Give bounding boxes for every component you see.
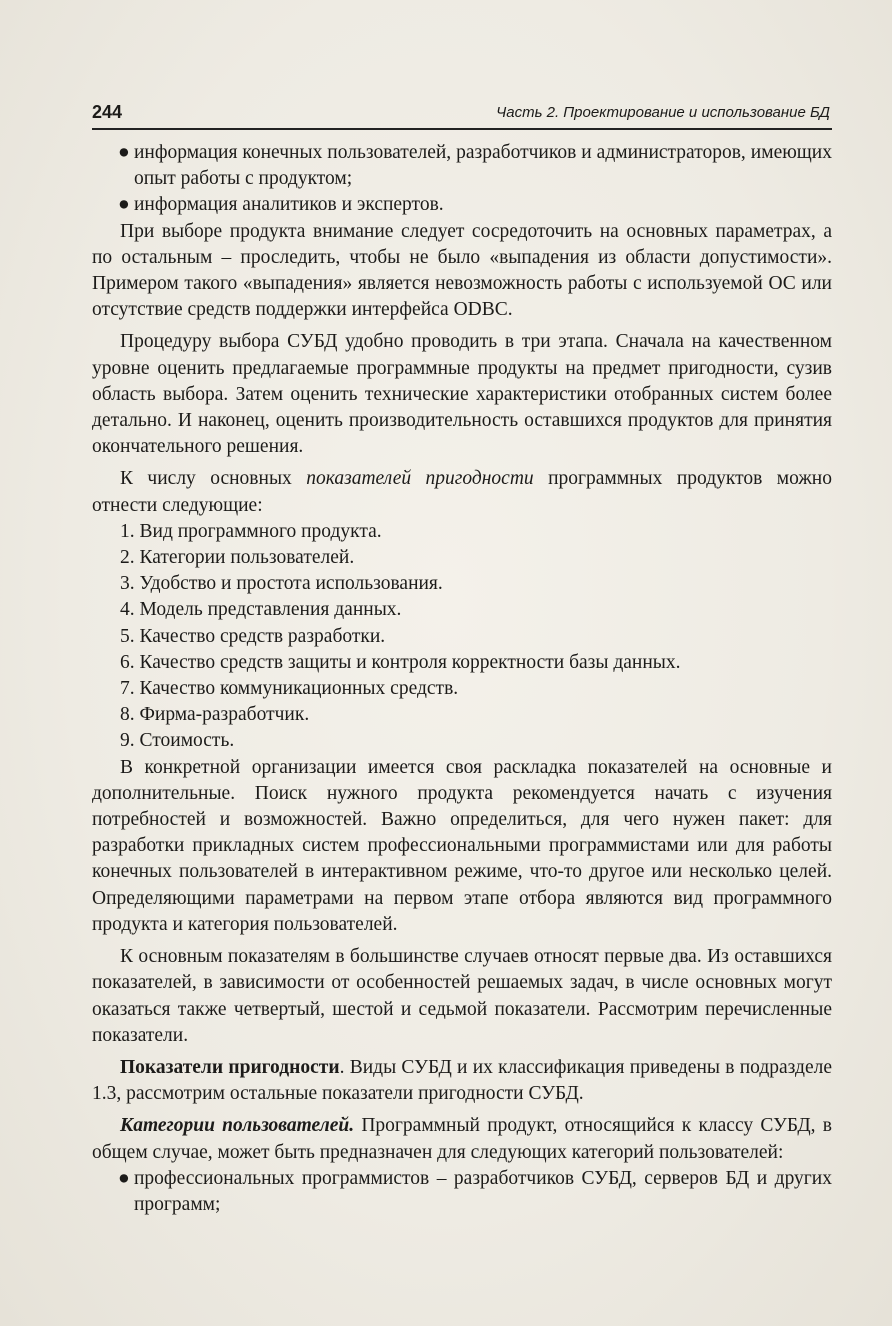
paragraph: При выборе продукта внимание следует сосредоточить на основных параметрах, а по остальным – проследить, чтобы не было «выпадения из области допустимости». Примером такого «выпадения» является невозможность работы с используемой ОС или отсутствие средств поддержки интерфейса ODBC. bbox=[92, 220, 832, 321]
paragraph: К основным показателям в большинстве случаев относят первые два. Из оставшихся показателей, в зависимости от особенностей решаемых задач, в числе основных могут оказаться также четвертый, шестой и седьмой показатели. Рассмотрим перечисленные показатели. bbox=[92, 946, 832, 1046]
page-body bbox=[92, 140, 832, 1218]
list-item: 6. Качество средств защиты и контроля корректности базы данных. bbox=[120, 651, 681, 673]
numbered-list bbox=[92, 519, 832, 755]
bullet-icon: ● bbox=[118, 142, 130, 163]
page-header bbox=[92, 98, 832, 130]
run-in-heading: Показатели пригодности bbox=[120, 1056, 340, 1078]
emphasis: показателей пригодности bbox=[306, 468, 534, 490]
list-item: 9. Стоимость. bbox=[120, 730, 235, 752]
bullet-list-bottom bbox=[92, 1166, 832, 1218]
list-item: ● информация аналитиков и экспертов. bbox=[92, 192, 832, 218]
list-item: 7. Качество коммуникационных средств. bbox=[120, 678, 459, 700]
paragraph: Процедуру выбора СУБД удобно проводить в три этапа. Сначала на качественном уровне оценить предлагаемые программные продукты на предмет пригодности, сузив область выбора. Затем оценить технические характеристики отобранных систем более детально. И наконец, оценить производительность оставшихся продуктов для принятия окончательного решения. bbox=[92, 331, 832, 458]
list-item: 8. Фирма-разработчик. bbox=[120, 704, 310, 726]
paragraph: В конкретной организации имеется своя раскладка показателей на основные и дополнительные. Поиск нужного продукта рекомендуется начать с изучения потребностей и возможностей. Важно определиться, для чего нужен пакет: для разработки прикладных систем профессиональными программистами или для работы конечных пользователей в интерактивном режиме, что-то другое или несколько целей. Определяющими параметрами на первом этапе отбора являются вид программного продукта и категория пользователей. bbox=[92, 756, 832, 935]
bullet-icon: ● bbox=[118, 194, 130, 216]
page-number: 244 bbox=[92, 102, 123, 122]
list-item: 4. Модель представления данных. bbox=[120, 599, 402, 621]
list-item: 5. Качество средств разработки. bbox=[120, 625, 386, 647]
list-item: 1. Вид программного продукта. bbox=[120, 520, 382, 542]
list-item: ● информация конечных пользователей, разработчиков и администраторов, имеющих опыт работы с продуктом; bbox=[118, 142, 832, 190]
paragraph: Категории пользователей. Программный продукт, относящийся к классу СУБД, в общем случае, может быть предназначен для следующих категорий пользователей: bbox=[92, 1115, 832, 1163]
run-in-heading: Категории пользователей. bbox=[120, 1115, 355, 1137]
list-item: 3. Удобство и простота использования. bbox=[120, 573, 443, 595]
list-item: 2. Категории пользователей. bbox=[120, 547, 355, 569]
list-item: ● профессиональных программистов – разработчиков СУБД, серверов БД и других программ; bbox=[118, 1167, 832, 1215]
bullet-icon: ● bbox=[118, 1167, 130, 1189]
paragraph: Показатели пригодности. Виды СУБД и их классификация приведены в подразделе 1.3, рассмотрим остальные показатели пригодности СУБД. bbox=[92, 1056, 832, 1105]
bullet-list-top bbox=[92, 140, 832, 219]
running-head: Часть 2. Проектирование и использование БД bbox=[496, 104, 830, 121]
paragraph: К числу основных показателей пригодности программных продуктов можно отнести следующие: bbox=[92, 468, 832, 516]
